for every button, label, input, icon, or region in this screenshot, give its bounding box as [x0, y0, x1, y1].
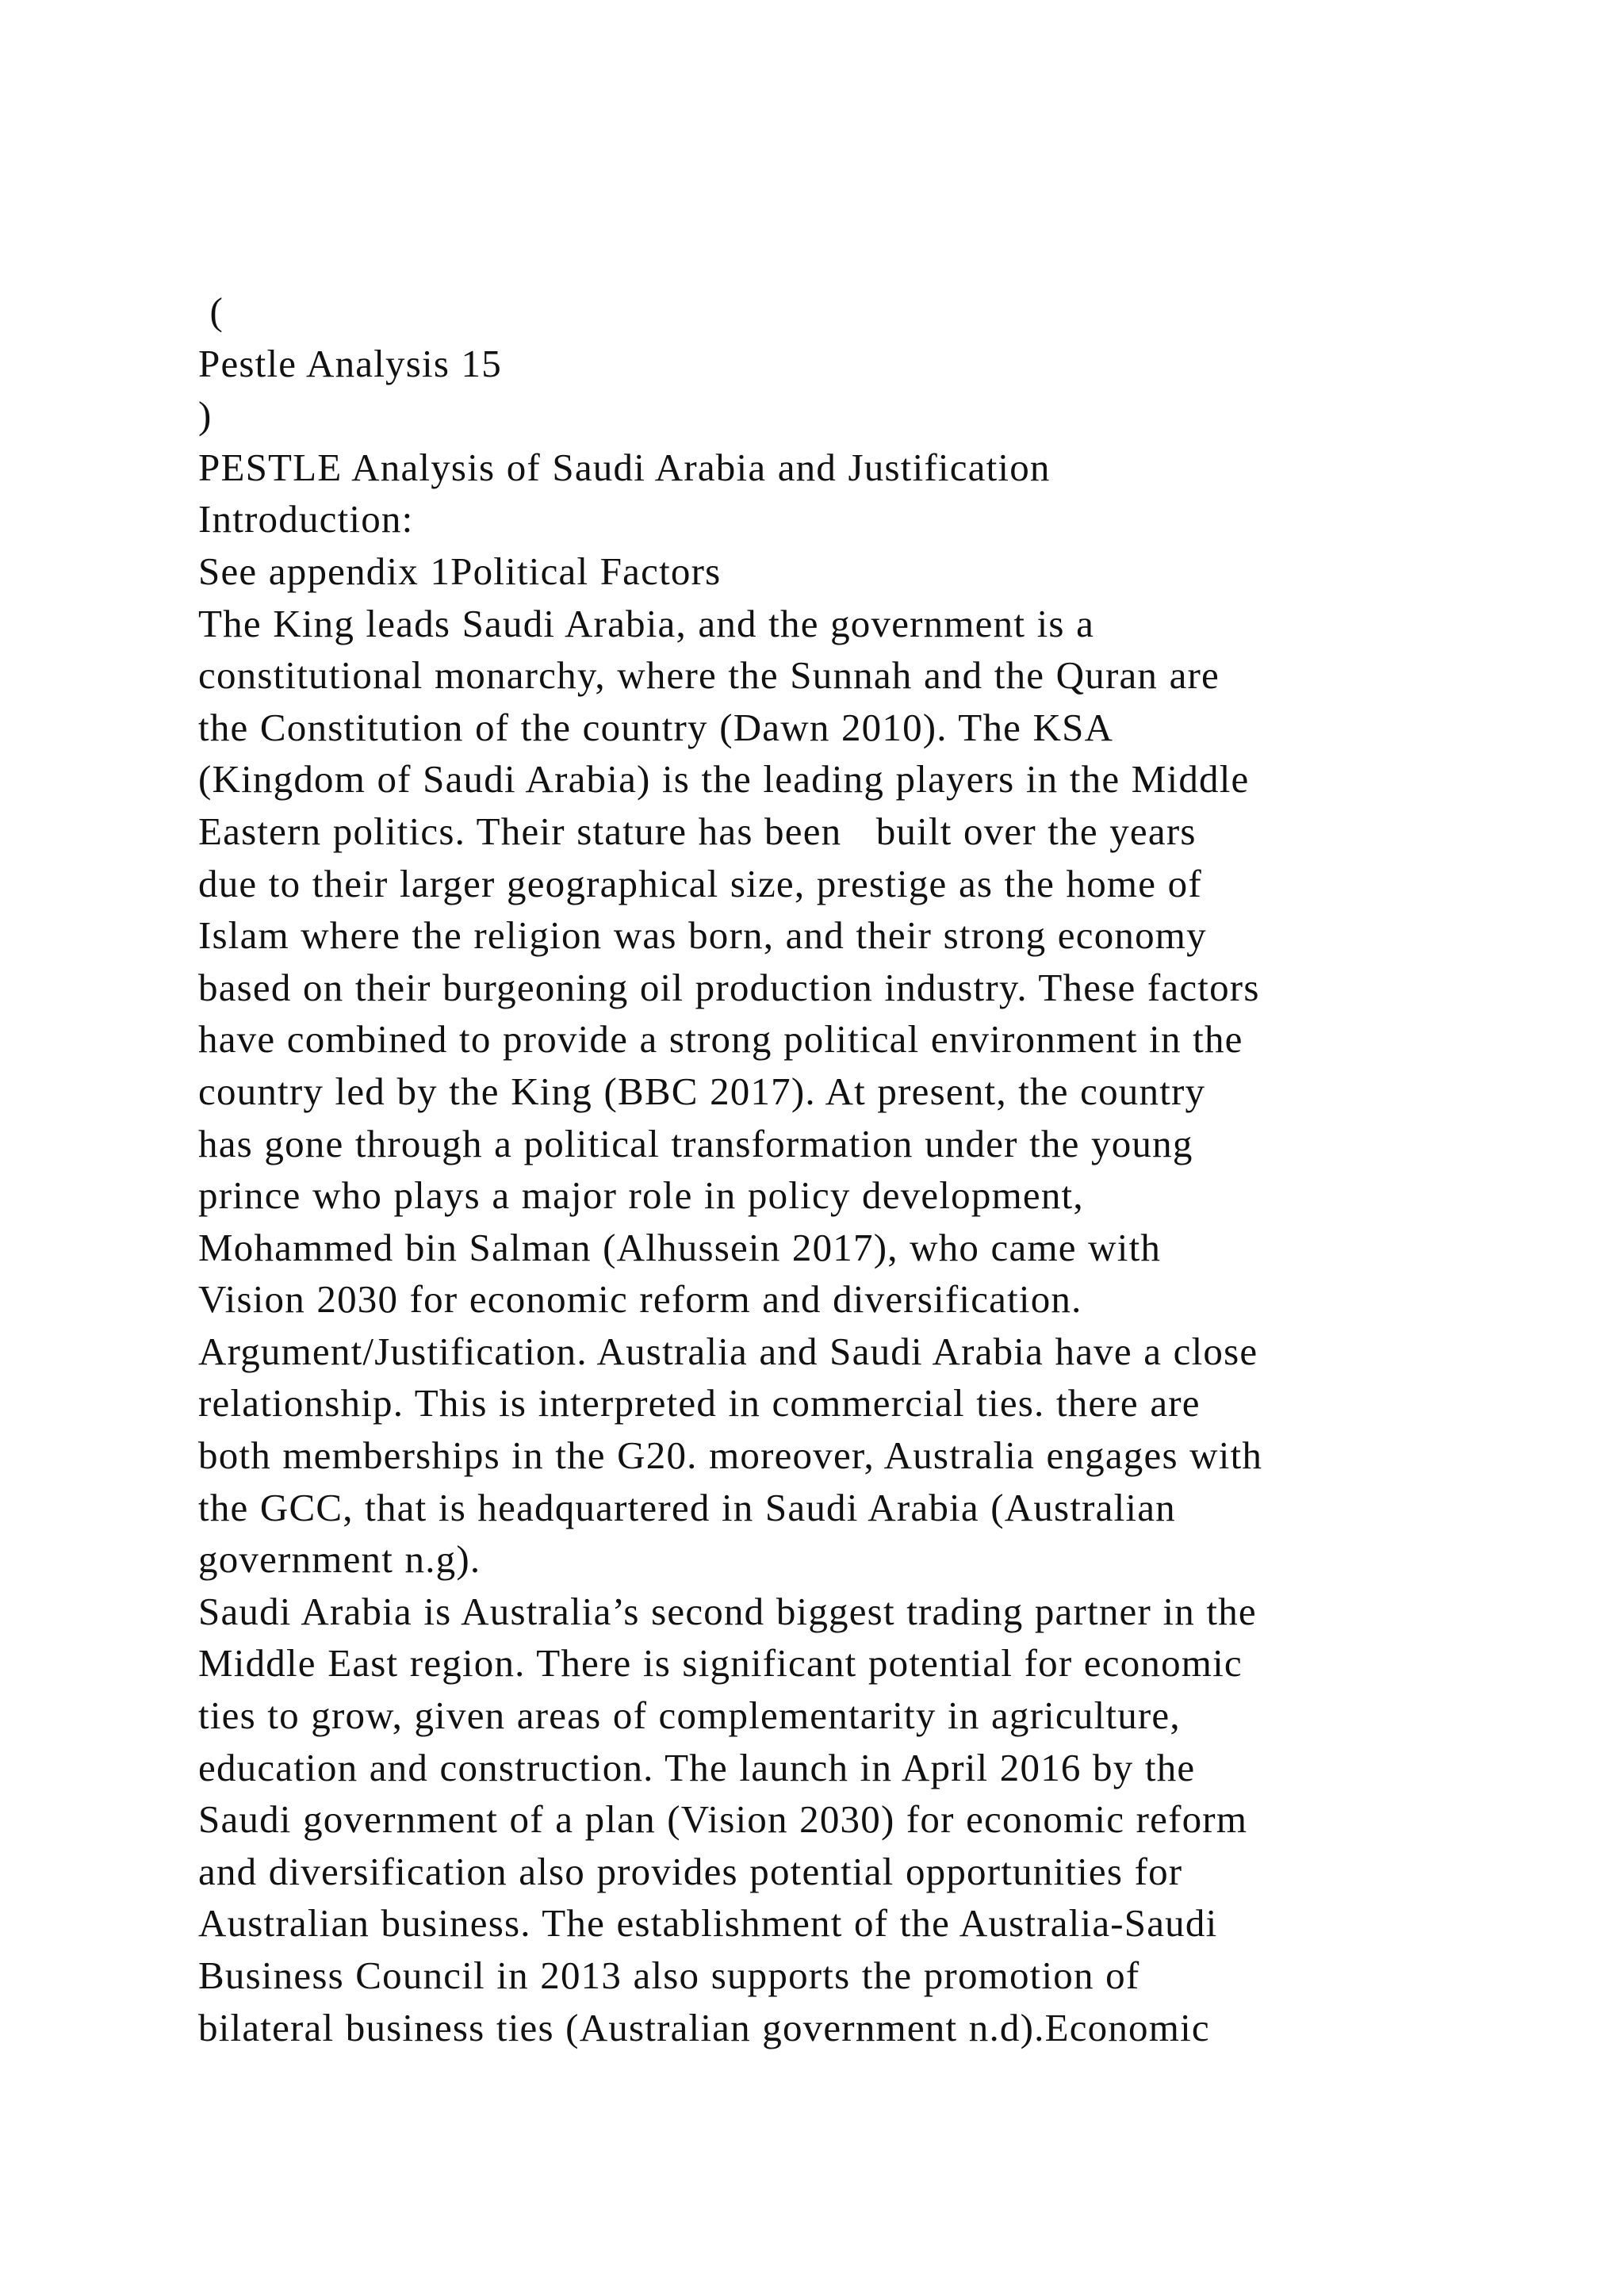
body-line: has gone through a political transformation under the young: [198, 1121, 1193, 1165]
body-line: have combined to provide a strong political environment in the: [198, 1017, 1243, 1062]
body-line: Middle East region. There is significant potential for economic: [198, 1641, 1243, 1686]
body-line: the Constitution of the country (Dawn 2010). The KSA: [198, 705, 1114, 749]
body-line: bilateral business ties (Australian government n.d).Economic: [198, 2005, 1210, 2049]
body-line: Saudi Arabia is Australia’s second biggest trading partner in the: [198, 1589, 1257, 1633]
body-line: Business Council in 2013 also supports the promotion of: [198, 1954, 1140, 1997]
body-line: The King leads Saudi Arabia, and the government is a: [198, 601, 1095, 645]
body-line: Vision 2030 for economic reform and diversification.: [198, 1277, 1082, 1322]
body-line: Islam where the religion was born, and their strong economy: [198, 913, 1207, 958]
body-line: (Kingdom of Saudi Arabia) is the leading players in the Middle: [198, 757, 1250, 802]
body-line: Argument/Justification. Australia and Saudi Arabia have a close: [198, 1329, 1258, 1373]
body-line: constitutional monarchy, where the Sunnah and the Quran are: [198, 653, 1220, 698]
body-line: relationship. This is interpreted in commercial ties. there are: [198, 1381, 1201, 1425]
body-line: ties to grow, given areas of complementarity in agriculture,: [198, 1693, 1181, 1738]
body-line: prince who plays a major role in policy development,: [198, 1173, 1084, 1218]
body-line: education and construction. The launch in April 2016 by the: [198, 1745, 1196, 1789]
body-line: Mohammed bin Salman (Alhussein 2017), who came with: [198, 1225, 1162, 1269]
section-heading-introduction: Introduction:: [198, 497, 414, 541]
body-line: government n.g).: [198, 1537, 481, 1582]
body-line: Eastern politics. Their stature has been built over the years: [198, 809, 1197, 853]
body-line: Saudi government of a plan (Vision 2030) for economic reform: [198, 1797, 1248, 1842]
body-line: the GCC, that is headquartered in Saudi Arabia (Australian: [198, 1485, 1176, 1529]
body-line: and diversification also provides potential opportunities for: [198, 1849, 1183, 1893]
header-title: Pestle Analysis 15: [198, 341, 502, 385]
document-title: PESTLE Analysis of Saudi Arabia and Justification: [198, 445, 1051, 489]
section-heading-political: See appendix 1Political Factors: [198, 549, 722, 593]
body-line: country led by the King (BBC 2017). At present, the country: [198, 1069, 1206, 1113]
header-open-paren: (: [198, 289, 224, 333]
body-line: due to their larger geographical size, prestige as the home of: [198, 861, 1202, 905]
document-body: [198, 285, 1530, 2053]
body-line: based on their burgeoning oil production industry. These factors: [198, 965, 1260, 1009]
body-line: both memberships in the G20. moreover, Australia engages with: [198, 1433, 1263, 1478]
body-line: Australian business. The establishment of the Australia-Saudi: [198, 1901, 1218, 1946]
header-close-paren: ): [198, 393, 213, 438]
